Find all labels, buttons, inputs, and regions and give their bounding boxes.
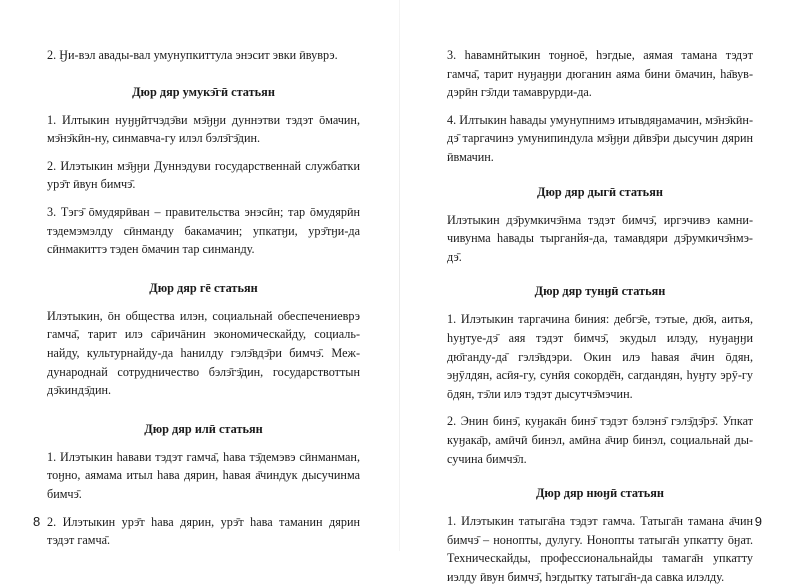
paragraph: 1. Илэтыкин таргачина биния: дебгэ̄е, тэтые, дю̄я, аитья, һуӈтуе-дэ̄ аяя тэдэт бимчэ̄, экудыл илэду, нуӈаӈӈи дю̄ганду-да̄ гэлэ̄вдэри. Окин илэ һавая а̄чин ōдян, эӈӯлдян, асӣя-гу, сунӣя сокордё̄н, сагдандян, һуӈту эрӯ-гу ōдян, тэ̄ли илэ тэдэт дысутчэ̄мэчин. xyxy=(447,312,753,401)
paragraph: 3. һавамнӣтыкин тоӈноē, һэгдые, аямая тамана тэдэт гамча̄, тарит нуӈаӈӈи дюганин аяма бини ōмачин, һа̄вувдэрӣн гэ̄лди тамаврурди-да. xyxy=(447,48,753,100)
article-heading: Дюр дяр тунӈӣ статьян xyxy=(534,284,666,299)
article-heading: Дюр дяр илӣ статьян xyxy=(144,421,263,436)
paragraph: 1. Илтыкин нуӈӈӣтчэдэ̄ви мэ̄ӈӈи дуннэтви тэдэт ōмачин, мэ̄нэ̄кӣн-ну, синмавча-гу илэл бэлэ̄гэ̄дин. xyxy=(47,112,360,146)
article-heading: Дюр дяр гē статьян xyxy=(149,280,258,295)
page-number: 9 xyxy=(754,514,762,529)
article-heading: Дюр дяр дыгӣ статьян xyxy=(537,184,663,199)
paragraph: 1. Илэтыкин татыга̄на тэдэт гамча. Татыга̄н тамана а̄чин бимчэ̄ – нонопты, дулугу. Нонопты татыга̄н упкатту ōӈат. Техническайды, профессиональнайды тамага̄н упкатту иэлду ӣвун бимчэ̄, һэгдытку татыга̄н-да савка илэлду. xyxy=(447,514,753,584)
paragraph: Илэтыкин, ōн общества илэн, социальнай обеспечениеврэ гамча̄, тарит илэ са̄ричāнин экономическайду, социальнайду, культурнайду-да һанилду гэлэ̄вдэ̄ри бимчэ̄. Международнай сотрудничество бэлэ̄гэ̄дин, государствоттын дэ̄киндэ̄дин. xyxy=(47,308,360,398)
left-page xyxy=(0,0,400,551)
page-number: 8 xyxy=(33,514,41,529)
paragraph: 3. Тэгэ̄ ōмудярӣван – правительства энэсӣн; тар ōмудярӣн тэдемэмэлду сӣнманду бакамачин; упкатӈи, урэ̄тӈи-да сӣнмакиттэ тэден ōмачин тар синманду. xyxy=(47,204,360,257)
paragraph: 4. Илтыкин һавады умунупнимэ итывдяӈамачин, мэ̄нэ̄кӣн-дэ̄ таргачинэ умунипиндула мэ̄ӈӈи дӣвэ̄ри дысучин дярин ӣвмачин. xyxy=(447,112,753,164)
paragraph: Илэтыкин дэ̄румкичэ̄нма тэдэт бимчэ̄, иргэчивэ камничивунма һавады тырганйя-да, тамавдяри дэ̄румкичэ̄нмэ-дэ̄. xyxy=(447,212,753,264)
paragraph: 2. Илэтыкин урэ̄т һава дярин, урэ̄т һава таманин дярин тэдэт гамча̄. xyxy=(47,514,360,548)
paragraph: 2. Ӈи-вэл авады-вал умунупкиттула энэсит эвки ӣвуврэ. xyxy=(47,48,338,62)
article-heading: Дюр дяр умукэ̄гӣ статьян xyxy=(132,84,275,99)
paragraph: 2. Энин бинэ̄, куӈака̄н бинэ̄ тэдэт бэлэнэ̄ гэлэ̄дэ̄рэ̄. Упкат куӈака̄р, амӣчӣ бинэл, амӣна а̄чир бинэл, социальнай дысучина бимчэ̄л. xyxy=(447,414,753,466)
right-page xyxy=(400,0,800,584)
paragraph: 1. Илэтыкин һавави тэдэт гамча̄, һава тэ̄демэвэ сӣнманман, тоӈно, аямама итыл һава дярин, һавая а̄чиндук дысучинма бимчэ̄. xyxy=(47,449,360,501)
paragraph: 2. Илэтыкин мэ̄ӈӈи Дуннэдуви государственнай службатки урэ̄т ӣвун бимчэ̄. xyxy=(47,158,360,192)
article-heading: Дюр дяр нюӈӣ статьян xyxy=(535,486,665,501)
